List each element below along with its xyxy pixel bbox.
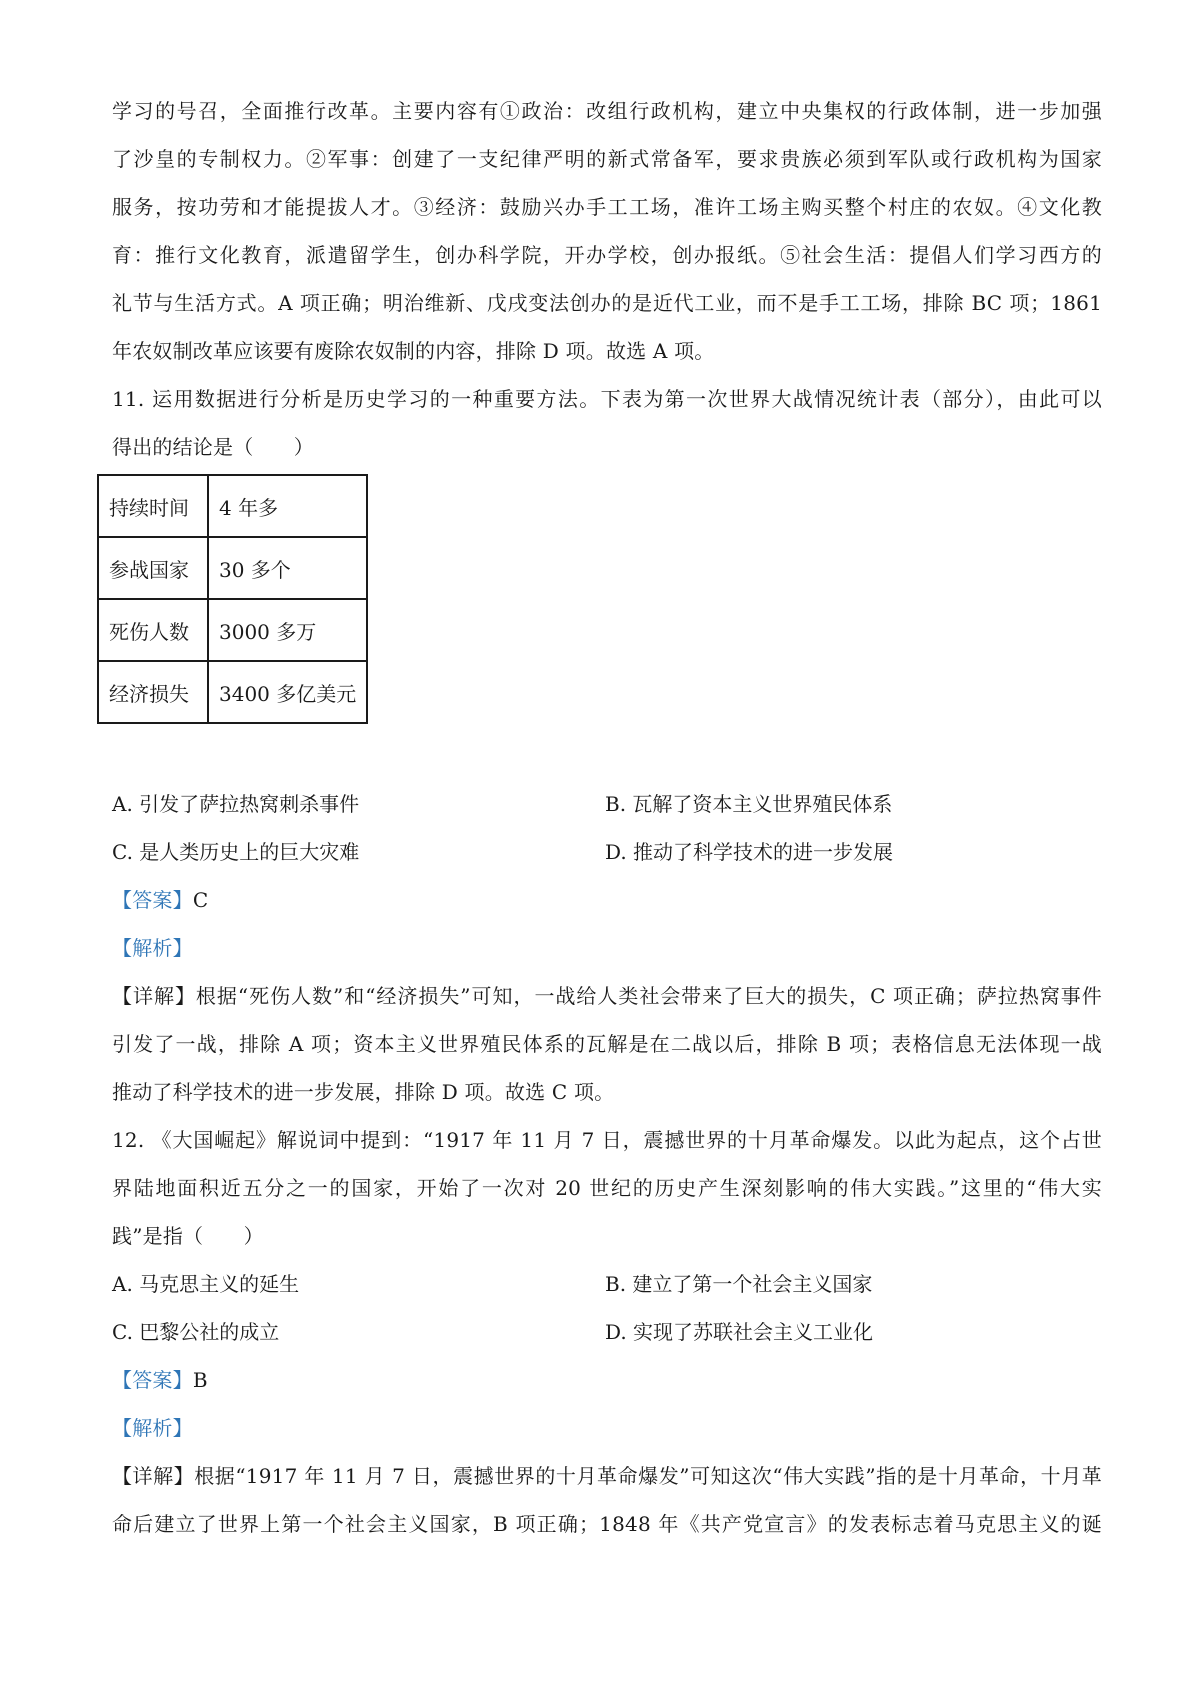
q12-stem-line-3: 践”是指（ ） [112, 1224, 264, 1248]
q11-stem-line-1: 11. 运用数据进行分析是历史学习的一种重要方法。下表为第一次世界大战情况统计表（部分），由此可以 [112, 387, 1102, 411]
prev-analysis-line-3: 服务，按功劳和才能提拔人才。③经济：鼓励兴办手工工场，准许工场主购买整个村庄的农奴。④文化教 [112, 195, 1102, 219]
analysis-label: 【解析】 [112, 936, 193, 960]
q12-option-a: A. 马克思主义的延生 [112, 1272, 300, 1296]
q12-detail-line-1 [112, 1462, 1102, 1490]
q11-detail-line-1 [112, 982, 1102, 1010]
table-key-cell: 经济损失 [98, 661, 208, 723]
q11-option-c: C. 是人类历史上的巨大灾难 [112, 840, 360, 864]
q11-detail-line-2: 引发了一战，排除 A 项；资本主义世界殖民体系的瓦解是在二战以后，排除 B 项；表格信息无法体现一战 [112, 1032, 1102, 1056]
q12-stem-line-2: 界陆地面积近五分之一的国家，开始了一次对 20 世纪的历史产生深刻影响的伟大实践。”这里的“伟大实 [112, 1176, 1102, 1200]
table-value-cell: 3400 多亿美元 [208, 661, 367, 723]
table-row [98, 475, 367, 537]
table-value-cell: 30 多个 [208, 537, 367, 599]
detail-text: 根据“1917 年 11 月 7 日，震撼世界的十月革命爆发”可知这次“伟大实践”指的是十月革命，十月革 [194, 1464, 1102, 1488]
table-row [98, 661, 367, 723]
table-value-cell: 4 年多 [208, 475, 367, 537]
table-key-cell: 参战国家 [98, 537, 208, 599]
q12-option-b: B. 建立了第一个社会主义国家 [605, 1272, 873, 1296]
ww1-statistics-table [97, 474, 368, 724]
table-key-cell: 持续时间 [98, 475, 208, 537]
table-row [98, 537, 367, 599]
answer-label: 【答案】 [112, 1368, 193, 1392]
q12-analysis-heading [112, 1414, 1102, 1442]
table-row [98, 599, 367, 661]
analysis-label: 【解析】 [112, 1416, 193, 1440]
q11-stem-line-2: 得出的结论是（ ） [112, 435, 314, 459]
q12-option-c: C. 巴黎公社的成立 [112, 1320, 280, 1344]
answer-label: 【答案】 [112, 888, 193, 912]
prev-analysis-line-4: 育：推行文化教育，派遣留学生，创办科学院，开办学校，创办报纸。⑤社会生活：提倡人们学习西方的 [112, 243, 1102, 267]
detail-label: 【详解】 [112, 984, 196, 1008]
q12-stem-line-1: 12. 《大国崛起》解说词中提到：“1917 年 11 月 7 日，震撼世界的十月革命爆发。以此为起点，这个占世 [112, 1128, 1102, 1152]
prev-analysis-line-1: 学习的号召，全面推行改革。主要内容有①政治：改组行政机构，建立中央集权的行政体制，进一步加强 [112, 99, 1102, 123]
prev-analysis-line-6: 年农奴制改革应该要有废除农奴制的内容，排除 D 项。故选 A 项。 [112, 339, 715, 363]
q12-answer [112, 1366, 1102, 1394]
q12-detail-line-2: 命后建立了世界上第一个社会主义国家，B 项正确；1848 年《共产党宣言》的发表标志着马克思主义的诞 [112, 1512, 1102, 1536]
q11-option-b: B. 瓦解了资本主义世界殖民体系 [605, 792, 893, 816]
answer-value: C [192, 888, 209, 912]
prev-analysis-line-2: 了沙皇的专制权力。②军事：创建了一支纪律严明的新式常备军，要求贵族必须到军队或行政机构为国家 [112, 147, 1102, 171]
q11-option-a: A. 引发了萨拉热窝刺杀事件 [112, 792, 360, 816]
detail-text: 根据“死伤人数”和“经济损失”可知，一战给人类社会带来了巨大的损失，C 项正确；萨拉热窝事件 [195, 984, 1102, 1008]
q11-answer [112, 886, 1102, 914]
table-key-cell: 死伤人数 [98, 599, 208, 661]
prev-analysis-line-5: 礼节与生活方式。A 项正确；明治维新、戊戌变法创办的是近代工业，而不是手工工场，排除 BC 项；1861 [112, 291, 1102, 315]
q11-option-d: D. 推动了科学技术的进一步发展 [605, 840, 894, 864]
answer-value: B [192, 1368, 208, 1392]
table-value-cell: 3000 多万 [208, 599, 367, 661]
q12-option-d: D. 实现了苏联社会主义工业化 [605, 1320, 874, 1344]
q11-analysis-heading [112, 934, 1102, 962]
q11-detail-line-3: 推动了科学技术的进一步发展，排除 D 项。故选 C 项。 [112, 1080, 615, 1104]
detail-label: 【详解】 [112, 1464, 195, 1488]
